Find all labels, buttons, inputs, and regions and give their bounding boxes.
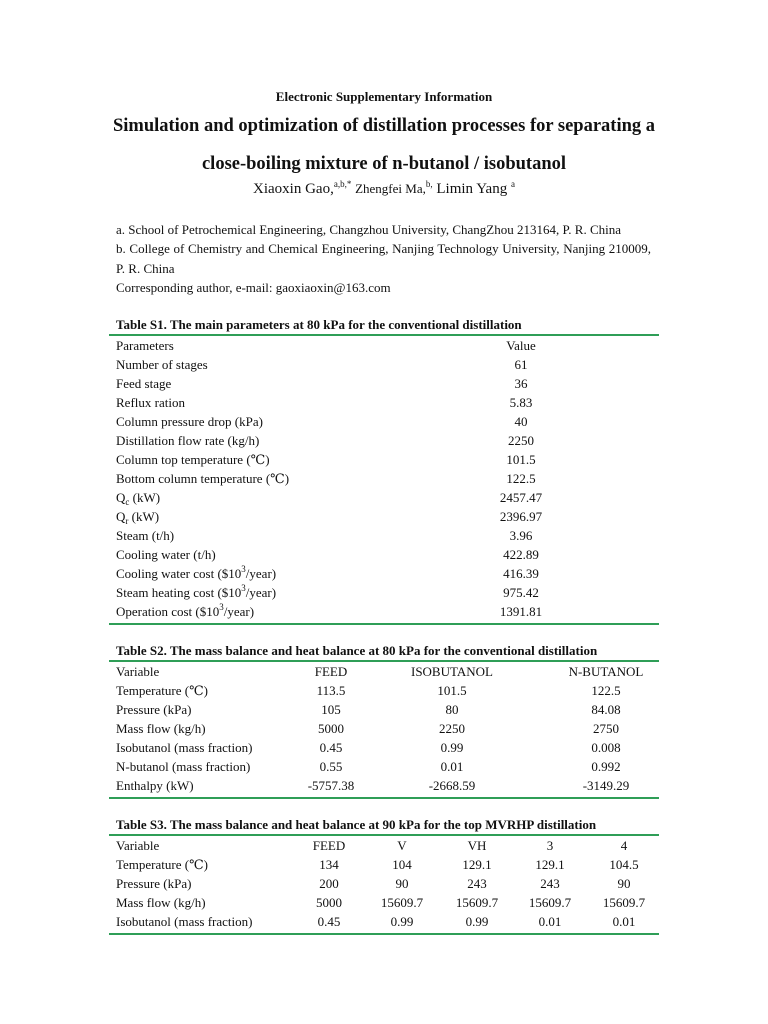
column-header: VH xyxy=(467,838,487,853)
table-cell: 0.45 xyxy=(319,740,343,755)
table-row xyxy=(116,507,659,526)
row-label: Isobutanol (mass fraction) xyxy=(116,740,253,755)
row-label: Steam (t/h) xyxy=(116,528,175,543)
table-row xyxy=(116,412,659,431)
column-header: ISOBUTANOL xyxy=(410,664,493,679)
row-label: Pressure (kPa) xyxy=(116,876,192,891)
author-name: Zhengfei Ma, xyxy=(355,181,426,196)
table-cell: 122.5 xyxy=(506,471,536,486)
table-header-row xyxy=(116,336,659,355)
table-cell: -2668.59 xyxy=(428,778,476,793)
table-bottom-rule xyxy=(109,933,659,935)
table-cell: 90 xyxy=(617,876,631,891)
table-cell: 104.5 xyxy=(609,857,639,872)
table-cell: 134 xyxy=(319,857,339,872)
table-cell: 15609.7 xyxy=(380,895,424,910)
table-cell: 104 xyxy=(392,857,412,872)
superscript: 3 xyxy=(219,602,224,612)
superscript: 3 xyxy=(241,583,246,593)
table-row xyxy=(116,564,659,583)
table-cell: 101.5 xyxy=(437,683,467,698)
table-cell: 2750 xyxy=(593,721,619,736)
table-cell: 243 xyxy=(467,876,487,891)
table-cell: 0.55 xyxy=(319,759,343,774)
column-header: FEED xyxy=(312,838,346,853)
row-label: Steam heating cost $(\$10^3/year)$ xyxy=(116,583,277,600)
subscript: c xyxy=(125,497,130,507)
table-bottom-rule xyxy=(109,797,659,799)
author-affiliation-mark: b, xyxy=(425,179,433,189)
table-cell: 90 xyxy=(395,876,409,891)
table-cell: -3149.29 xyxy=(582,778,630,793)
paper-title-line1: Simulation and optimization of distillation processes for separating a xyxy=(112,116,656,136)
table-row xyxy=(116,526,659,545)
table-cell: 2250 xyxy=(439,721,465,736)
row-label: N-butanol (mass fraction) xyxy=(116,759,251,774)
superscript: 3 xyxy=(241,564,246,574)
row-label: Distillation flow rate (kg/h) xyxy=(116,433,260,448)
table-cell: 15609.7 xyxy=(528,895,572,910)
table-cell: 975.42 xyxy=(503,585,539,600)
table-header-row xyxy=(116,662,659,681)
table-cell: -5757.38 xyxy=(307,778,355,793)
table-cell: 5000 xyxy=(316,895,342,910)
table-row xyxy=(116,355,659,374)
row-label: Reflux ration xyxy=(116,395,185,410)
table-cell: 0.008 xyxy=(591,740,621,755)
table-cell: 1391.81 xyxy=(499,604,543,619)
table-cell: 2457.47 xyxy=(499,490,543,505)
table-cell: 416.39 xyxy=(503,566,539,581)
row-label: Number of stages xyxy=(116,357,208,372)
table-cell: 422.89 xyxy=(503,547,539,562)
column-header: 4 xyxy=(620,838,628,853)
row-label: Enthalpy (kW) xyxy=(116,778,194,793)
row-label: $Q_r$ (kW) xyxy=(116,509,160,526)
table-cell: 80 xyxy=(445,702,459,717)
table-row xyxy=(116,757,659,776)
table-cell: 129.1 xyxy=(462,857,492,872)
row-label: Column pressure drop (kPa) xyxy=(116,414,263,429)
table-row xyxy=(116,738,659,757)
table-cell: 101.5 xyxy=(506,452,536,467)
table-row xyxy=(116,602,659,621)
column-header: Parameters xyxy=(116,338,174,353)
table-row xyxy=(116,583,659,602)
table1-caption: Table S1. The main parameters at 80 kPa for the conventional distillation xyxy=(116,317,522,332)
paper-title-line2: close-boiling mixture of n-butanol / isobutanol xyxy=(201,154,567,174)
column-header: V xyxy=(397,838,407,853)
table-cell: 122.5 xyxy=(591,683,621,698)
table-cell: 3.96 xyxy=(509,528,533,543)
table-row xyxy=(116,393,659,412)
table-cell: 0.99 xyxy=(465,914,489,929)
table-row xyxy=(116,374,659,393)
table-cell: 2396.97 xyxy=(499,509,543,524)
table-cell: 0.01 xyxy=(440,759,464,774)
column-header: Variable xyxy=(116,838,160,853)
table-row xyxy=(116,912,659,931)
table-cell: 0.01 xyxy=(538,914,562,929)
table-cell: 5000 xyxy=(318,721,344,736)
table-cell: 129.1 xyxy=(535,857,565,872)
table-cell: 243 xyxy=(540,876,560,891)
row-label: Temperature (℃) xyxy=(116,683,208,698)
table-row xyxy=(116,488,659,507)
table-header-row xyxy=(116,836,659,855)
row-label: Mass flow (kg/h) xyxy=(116,721,206,736)
table-cell: 2250 xyxy=(508,433,534,448)
table-row xyxy=(116,450,659,469)
table-row xyxy=(116,431,659,450)
table-cell: 5.83 xyxy=(509,395,533,410)
row-label: Column top temperature (℃) xyxy=(116,452,270,467)
table-row xyxy=(116,855,659,874)
table-row xyxy=(116,545,659,564)
table2-caption: Table S2. The mass balance and heat balance at 80 kPa for the conventional distillation xyxy=(116,643,598,658)
table-row xyxy=(116,469,659,488)
table-cell: 0.99 xyxy=(440,740,464,755)
table-cell: 0.01 xyxy=(612,914,636,929)
row-label: Pressure (kPa) xyxy=(116,702,192,717)
table-cell: 0.99 xyxy=(390,914,414,929)
affiliation-b: b. College of Chemistry and Chemical Engineering, Nanjing Technology University, Nanjing 210009, P. R. China xyxy=(116,241,651,276)
author-name: Limin Yang xyxy=(436,181,508,197)
table-cell: 105 xyxy=(321,702,341,717)
row-label: Temperature (℃) xyxy=(116,857,208,872)
subscript: r xyxy=(125,516,129,526)
table-row xyxy=(116,719,659,738)
column-header: Value xyxy=(506,338,536,353)
table-cell: 15609.7 xyxy=(602,895,646,910)
table3-caption: Table S3. The mass balance and heat balance at 90 kPa for the top MVRHP distillation xyxy=(116,817,597,832)
table-row xyxy=(116,893,659,912)
author-affiliation-mark: a,b,* xyxy=(333,179,352,189)
table-cell: 15609.7 xyxy=(455,895,499,910)
table-row xyxy=(116,874,659,893)
corresponding-author: Corresponding author, e-mail: gaoxiaoxin@163.com xyxy=(116,280,391,295)
supplementary-heading: Electronic Supplementary Information xyxy=(275,89,493,104)
column-header: N-BUTANOL xyxy=(568,664,644,679)
table-row xyxy=(116,700,659,719)
row-label: Mass flow (kg/h) xyxy=(116,895,206,910)
row-label: Operation cost $(\$10^3/year)$ xyxy=(116,602,255,619)
table-row xyxy=(116,776,659,795)
table-cell: 36 xyxy=(514,376,528,391)
table-cell: 200 xyxy=(319,876,339,891)
table-cell: 113.5 xyxy=(316,683,346,698)
row-label: Bottom column temperature (℃) xyxy=(116,471,290,486)
author-list xyxy=(0,181,768,198)
affiliation-a: a. School of Petrochemical Engineering, Changzhou University, ChangZhou 213164, P. R. China xyxy=(116,222,621,237)
row-label: Feed stage xyxy=(116,376,172,391)
column-header: Variable xyxy=(116,664,160,679)
table-cell: 0.45 xyxy=(317,914,341,929)
column-header: 3 xyxy=(546,838,554,853)
row-label: Cooling water (t/h) xyxy=(116,547,216,562)
author-affiliation-mark: a xyxy=(510,179,515,189)
column-header: FEED xyxy=(314,664,348,679)
row-label: Cooling water cost $(\$10^3/year)$ xyxy=(116,564,277,581)
table-cell: 0.992 xyxy=(591,759,621,774)
table-row xyxy=(116,681,659,700)
table-cell: 84.08 xyxy=(591,702,621,717)
table-bottom-rule xyxy=(109,623,659,625)
table-cell: 61 xyxy=(514,357,528,372)
row-label: $Q_c$ (kW) xyxy=(116,490,161,507)
table-cell: 40 xyxy=(514,414,528,429)
row-label: Isobutanol (mass fraction) xyxy=(116,914,253,929)
author-name: Xiaoxin Gao, xyxy=(253,181,334,197)
